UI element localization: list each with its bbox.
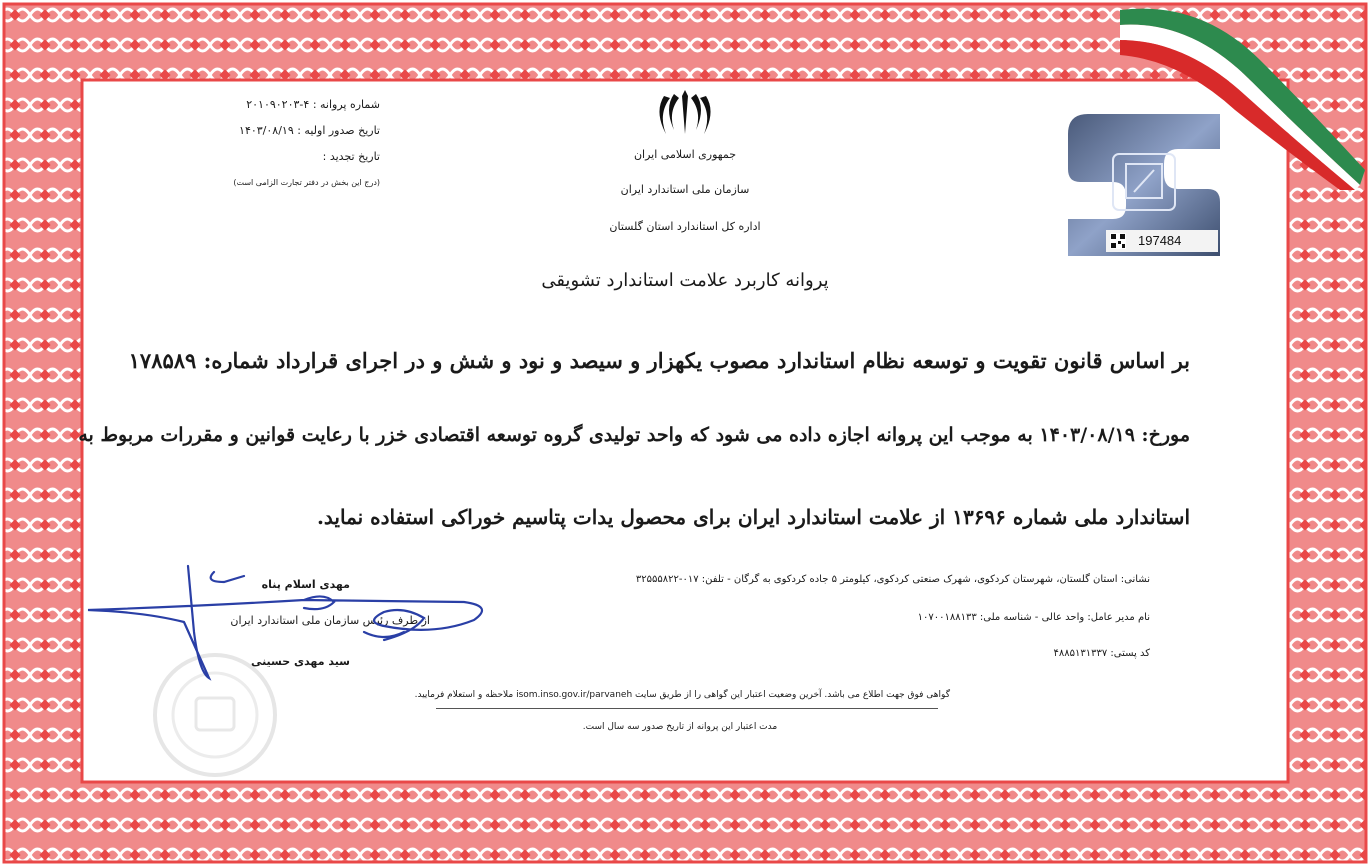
validity-note: مدت اعتبار این پروانه از تاریخ صدور سه سال است. — [582, 722, 778, 732]
body-line-1: بر اساس قانون تقویت و توسعه نظام استاندارد مصوب یکهزار و سیصد و نود و شش و در اجرای قرارداد شماره: ۱۷۸۵۸۹ — [128, 348, 1190, 373]
address-line: نشانی: استان گلستان، شهرستان کردکوی، شهرک صنعتی کردکوی، کیلومتر ۵ جاده کردکوی به گرگان - تلفن: ۰۱۷-۳۲۵۵۵۸۲۲ — [635, 574, 1150, 585]
postal-code: کد پستی: ۴۸۸۵۱۳۱۳۳۷ — [1053, 648, 1150, 659]
handwritten-signature — [84, 562, 504, 682]
serial-panel — [1106, 230, 1218, 252]
hologram-serial: 197484 — [1138, 233, 1182, 248]
organization-name: سازمان ملی استاندارد ایران — [620, 183, 750, 196]
qr-code-icon — [1110, 233, 1126, 249]
issue-date: تاریخ صدور اولیه : ۱۴۰۳/۰۸/۱۹ — [239, 124, 380, 137]
ceo-line: نام مدیر عامل: واحد عالی - شناسه ملی: ۱۰۷۰۰۱۸۸۱۳۳ — [917, 612, 1150, 623]
license-number: شماره پروانه : ۴-۲۰۱۰۹۰۲۰۳ — [246, 98, 380, 111]
body-line-2: مورخ: ۱۴۰۳/۰۸/۱۹ به موجب این پروانه اجازه داده می شود که واحد تولیدی گروه توسعه اقتصادی خزر با رعایت قوانین و مقررات مربوط به — [78, 424, 1190, 446]
renewal-date: تاریخ تجدید : — [322, 150, 380, 163]
footer-divider — [436, 708, 938, 709]
country-name: جمهوری اسلامی ایران — [633, 148, 737, 161]
hologram-seal — [1068, 114, 1220, 256]
meta-note: (درج این بخش در دفتر تجارت الزامی است) — [233, 178, 380, 187]
office-name: اداره کل استاندارد استان گلستان — [609, 220, 761, 233]
iran-emblem-icon — [652, 86, 718, 138]
signatory-name: مهدی اسلام پناه — [261, 578, 350, 591]
certificate-title: پروانه کاربرد علامت استاندارد تشویقی — [541, 270, 829, 291]
body-line-3: استاندارد ملی شماره ۱۳۶۹۶ از علامت استاندارد ایران برای محصول یدات پتاسیم خوراکی استفاده نماید. — [316, 505, 1190, 529]
second-signatory-name: سید مهدی حسینی — [250, 655, 350, 668]
signatory-role: از طرف رئیس سازمان ملی استاندارد ایران — [230, 614, 430, 627]
footer-note: گواهی فوق جهت اطلاع می باشد. آخرین وضعیت اعتبار این گواهی را از طریق سایت isom.inso.gov.ir/parvaneh ملاحظه و استعلام فرمایید. — [414, 690, 950, 700]
